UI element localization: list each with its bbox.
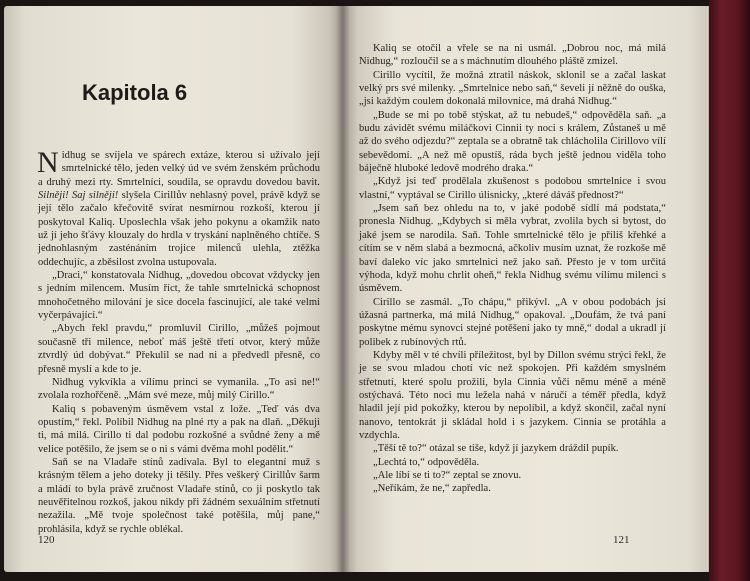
left-body-text [37,146,320,536]
paragraph: Kaliq se otočil a vřele se na ni usmál. „Dobrou noc, má milá Nidhug,“ rozloučil se a s máchnutím dlouhého pláště zmizel. [359,43,666,68]
emphasis-text: Silněji! Saj silněji! [38,190,119,202]
paragraph: „Abych řekl pravdu,“ promluvil Cirillo, „můžeš pojmout současně tři milence, neboť máš ještě třetí otvor, který může ztvrdlý úd dobývat.“ Překulil se nad ni a předvedl přesně, co přesně myslí a kde to je. [38,323,320,375]
page-number: 121 [613,534,630,546]
paragraph: „Bude se mi po tobě stýskat, až tu nebudeš,“ odpověděla saň. „a budu závidět svému miláčkovi Cinnii ty noci s králem, Zůstaneš u mě až do svého odjezdu?“ zeptala se a obratně tak chlácholila Cirillovo vílí sebevědomí. „A než mě opustíš, ráda bych ještě jednou viděla toho báječně hluboké ledově modrého draka.“ [359,109,666,175]
paragraph: „Jsem saň bez ohledu na to, v jaké podobě sídlí má podstata,“ pronesla Nidhug. „Kdybych si měla vybrat, zvolila bych si bytost, do jaké jsem se narodila. Saň. Tohle smrtelnické tělo je příliš křehké a cítím se v něm slabá a bezmocná, ačkoliv musím uznat, že rozkoše mě baví daleko víc jako smrtelnici než jako saň. Přesto je v tom určitá výhoda, když mohu chrlit oheň,“ řekla Nidhug svému vílímu milenci s úsměvem. [359,203,666,295]
book-cover-edge [709,0,750,581]
paragraph: Saň se na Vladaře stínů zadívala. Byl to elegantní muž s krásným tělem a jeho doteky ji těšily. Přes veškerý Cirillův šarm a mládí to byla právě zručnost Vladaře stínů, co ji poskytlo tak neuvěřitelnou rozkoš, jakou nikdy při žádném sexuálním střetnutí nezažila. „Mě tvoje společnost také potěšila, můj pane,“ prohlásila, když se rychle oblékal. [38,456,320,535]
left-page [4,6,343,572]
paragraph: „Ale líbí se ti to?“ zeptal se znovu. [373,470,522,481]
paragraph: Kdyby měl v té chvíli příležitost, byl by Dillon svému strýci řekl, že je se svou mladou chotí víc než spokojen. Při každém smyslném střetnutí, které spolu prožili, byla Cinnia vůči němu méně a méně ostýchavá. Této noci mu ležela nahá v náručí a téměř předla, když hladil její pid pokožky, kterou by nepolíbil, a když skončil, začal nyní nanovo, tentokrát ji skládal hold i s jazykem. Cinnia se protáhla a vzdychla. [359,349,666,441]
right-body-text [359,42,666,496]
paragraph-text: idhug se svíjela ve spárech extáze, kterou si užívalo její smrtelnické tělo, jeden velký úd ve svém ženském průchodu a druhý mezi rty. Smrtelníci, soudila, se opravdu dovedou bavit. Silněji! Saj silněji! slyšela Cirillův nehlasný povel, právě když se její tělo začalo křečovitě svírat nesmírnou rozkoší, kterou jí poskytoval Kaliq. Uposlechla však jeho pokynu a okamžik nato už jí jeho šťávy klouzaly do hrdla v tryskání naplněného chtíče. S jednohlasným zasténáním trojice milenců ulehla, ztěžka oddechujíc, a zběsilost zvolna ustupovala. [38,150,320,268]
paragraph: Nidhug vykvíkla a vílímu princi se vymanila. „To asi ne!“ zvolala rozhořčeně. „Mám své meze, můj milý Cirillo.“ [38,376,320,402]
paragraph: Cirillo se zasmál. „To chápu,“ přikývl. „A v obou podobách jsi úžasná partnerka, má milá Nidhug,“ opakoval. „Doufám, že tvá paní poskytne mému synovci stejné potěšení jako ty mně,“ dodal a ukradl jí polibek z rubínových rtů. [359,296,666,348]
paragraph [37,146,320,269]
paragraph: „Draci,“ konstatovala Nidhug, „dovedou obcovat vždycky jen s jedním milencem. Musím říct, že tahle smrtelnická schopnost mnohočetného milování je sice docela fascinující, ale také velmi vyčerpávající.“ [38,270,320,322]
paragraph: „Když jsi teď prodělala zkušenost s podobou smrtelnice i svou vlastní,“ vyptával se Cirillo úlisnicky, „které dáváš přednost?“ [359,176,666,201]
paragraph: Cirillo vycítil, že možná ztratil náskok, sklonil se a začal laskat velký prs své milenky. „Smrtelnice nebo saň,“ ševeli jí něžně do ouška, „jsi každým coulem dokonalá milovnice, má drahá Nidhug.“ [359,69,666,108]
drop-cap: N [37,146,59,179]
page-number: 120 [38,534,55,546]
paragraph: „Neříkám, že ne,“ zapředla. [373,483,491,495]
right-page [343,6,709,572]
paragraph: „Těší tě to?“ otázal se tiše, když jí jazykem dráždil pupík. [373,443,619,455]
paragraph: „Lechtá to,“ odpověděla. [373,456,480,468]
spine-shadow [336,6,350,572]
paragraph: Kaliq s pobaveným úsměvem vstal z lože. „Teď vás dva opustím,“ řekl. Políbil Nidhug na plné rty a pak na dlaň. „Děkuji ti, má milá. Cirillo ti dal podobu rozkošné a svůdné ženy a mě velice potěšilo, že jsem se o ni s vámi dvěma mohl podělit.“ [38,403,320,455]
chapter-title: Kapitola 6 [82,80,188,105]
